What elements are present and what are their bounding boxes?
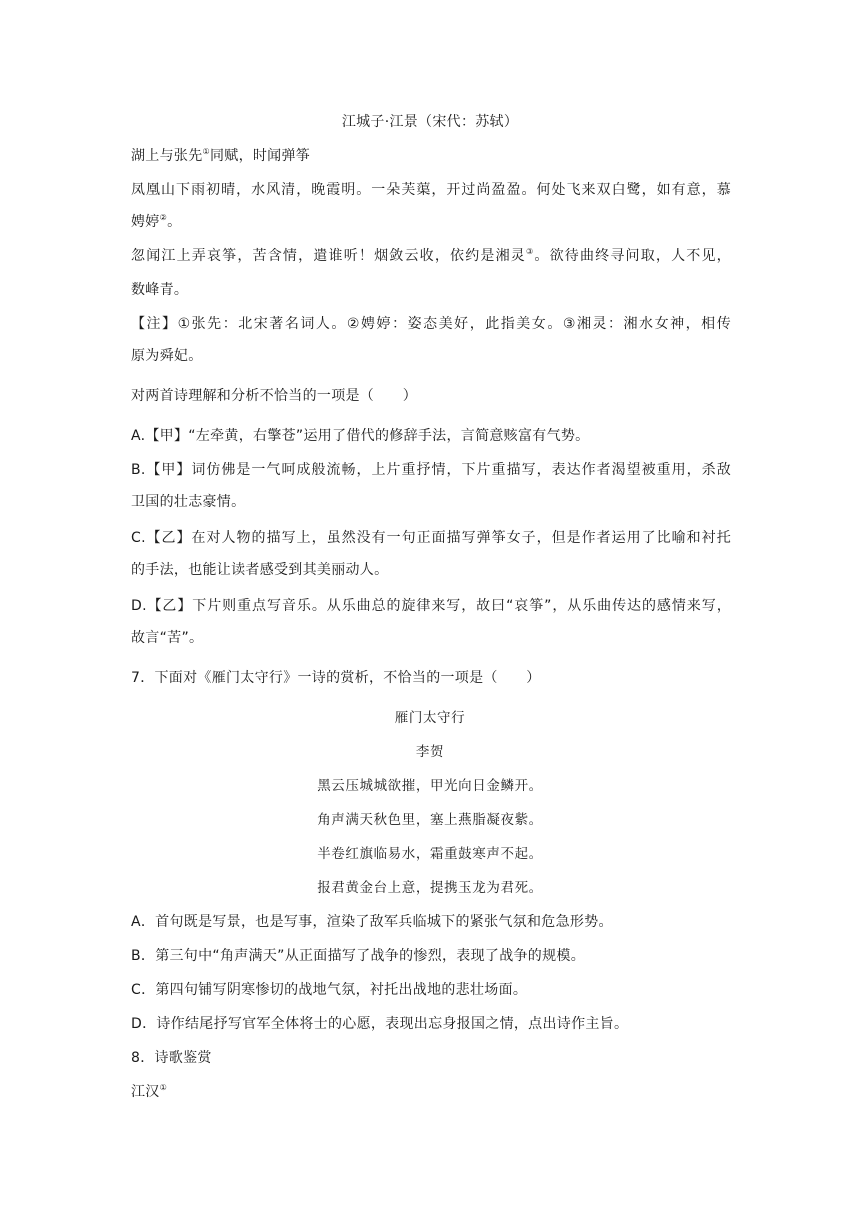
poem-title-jianghan: [131, 1082, 167, 1102]
poem-line-text: 娉婷: [131, 214, 160, 230]
poem-title-jiangchengzi: 江城子·江景（宋代：苏轼）: [341, 114, 519, 130]
q7-option-b: B．第三句中“角声满天”从正面描写了战争的惨烈，表现了战争的规模。: [131, 948, 586, 964]
poem-line: 凤凰山下雨初晴，水风清，晚霞明。一朵芙蕖，开过尚盈盈。何处飞来双白鹭，如有意，慕: [131, 182, 731, 198]
annotation-note: 【注】①张先：北宋著名词人。②娉婷：姿态美好，此指美女。③湘灵：湘水女神，相传: [131, 316, 731, 332]
footnote-mark: ③: [526, 247, 535, 256]
question7-stem: 7．下面对《雁门太守行》一诗的赏析，不恰当的一项是（ ）: [131, 670, 541, 686]
poem-verse: 报君黄金台上意，提携玉龙为君死。: [317, 880, 543, 896]
poem-line-text: 忽闻江上弄哀筝，苦含情，遣谁听！烟敛云收，依约是湘灵: [131, 248, 526, 264]
poem-line: 数峰青。: [131, 282, 189, 298]
preface-tail: 同赋，时闻弹筝: [209, 148, 311, 164]
option-d-cont: 故言“苦”。: [131, 630, 204, 646]
q7-option-a: A．首句既是写景，也是写事，渲染了敌军兵临城下的紧张气氛和危急形势。: [131, 914, 613, 930]
poem-author: 李贺: [415, 744, 445, 760]
poem-line-text: 。欲待曲终寻问取，人不见，: [534, 248, 731, 264]
option-c-cont: 的手法，也能让读者感受到其美丽动人。: [131, 562, 389, 578]
preface-text: 湖上与张先: [131, 148, 203, 164]
option-d: D.【乙】下片则重点写音乐。从乐曲总的旋律来写，故曰“哀筝”，从乐曲传达的感情来写，: [131, 598, 731, 614]
poem-title-text: 江汉: [131, 1084, 160, 1100]
annotation-note: 原为舜妃。: [131, 348, 203, 364]
q7-option-c: C．第四句铺写阴寒惨切的战地气氛，衬托出战地的悲壮场面。: [131, 982, 528, 998]
poem-line: [131, 212, 181, 232]
option-b-cont: 卫国的壮志豪情。: [131, 494, 246, 510]
footnote-mark: ①: [202, 147, 210, 156]
footnote-mark: ①: [159, 1083, 168, 1092]
poem-verse: 黑云压城城欲摧，甲光向日金鳞开。: [317, 778, 543, 794]
poem-preface: [131, 146, 310, 166]
poem-verse: 半卷红旗临易水，霜重鼓寒声不起。: [317, 846, 543, 862]
poem-verse: 角声满天秋色里，塞上燕脂凝夜紫。: [317, 812, 543, 828]
question8-stem: 8．诗歌鉴赏: [131, 1050, 212, 1066]
poem-line-tail: 。: [167, 214, 182, 230]
option-b: B.【甲】词仿佛是一气呵成般流畅，上片重抒情，下片重描写，表达作者渴望被重用，杀敌: [131, 462, 731, 478]
option-c: C.【乙】在对人物的描写上，虽然没有一句正面描写弹筝女子，但是作者运用了比喻和衬托: [131, 530, 731, 546]
poem-line: [131, 246, 731, 266]
option-a: A.【甲】“左牵黄，右擎苍”运用了借代的修辞手法，言简意赅富有气势。: [131, 428, 590, 444]
q7-option-d: D．诗作结尾抒写官军全体将士的心愿，表现出忘身报国之情，点出诗作主旨。: [131, 1016, 629, 1032]
footnote-mark: ②: [159, 213, 168, 222]
poem-title-yanmen: 雁门太守行: [394, 710, 466, 726]
question-stem: 对两首诗理解和分析不恰当的一项是（ ）: [131, 388, 417, 404]
